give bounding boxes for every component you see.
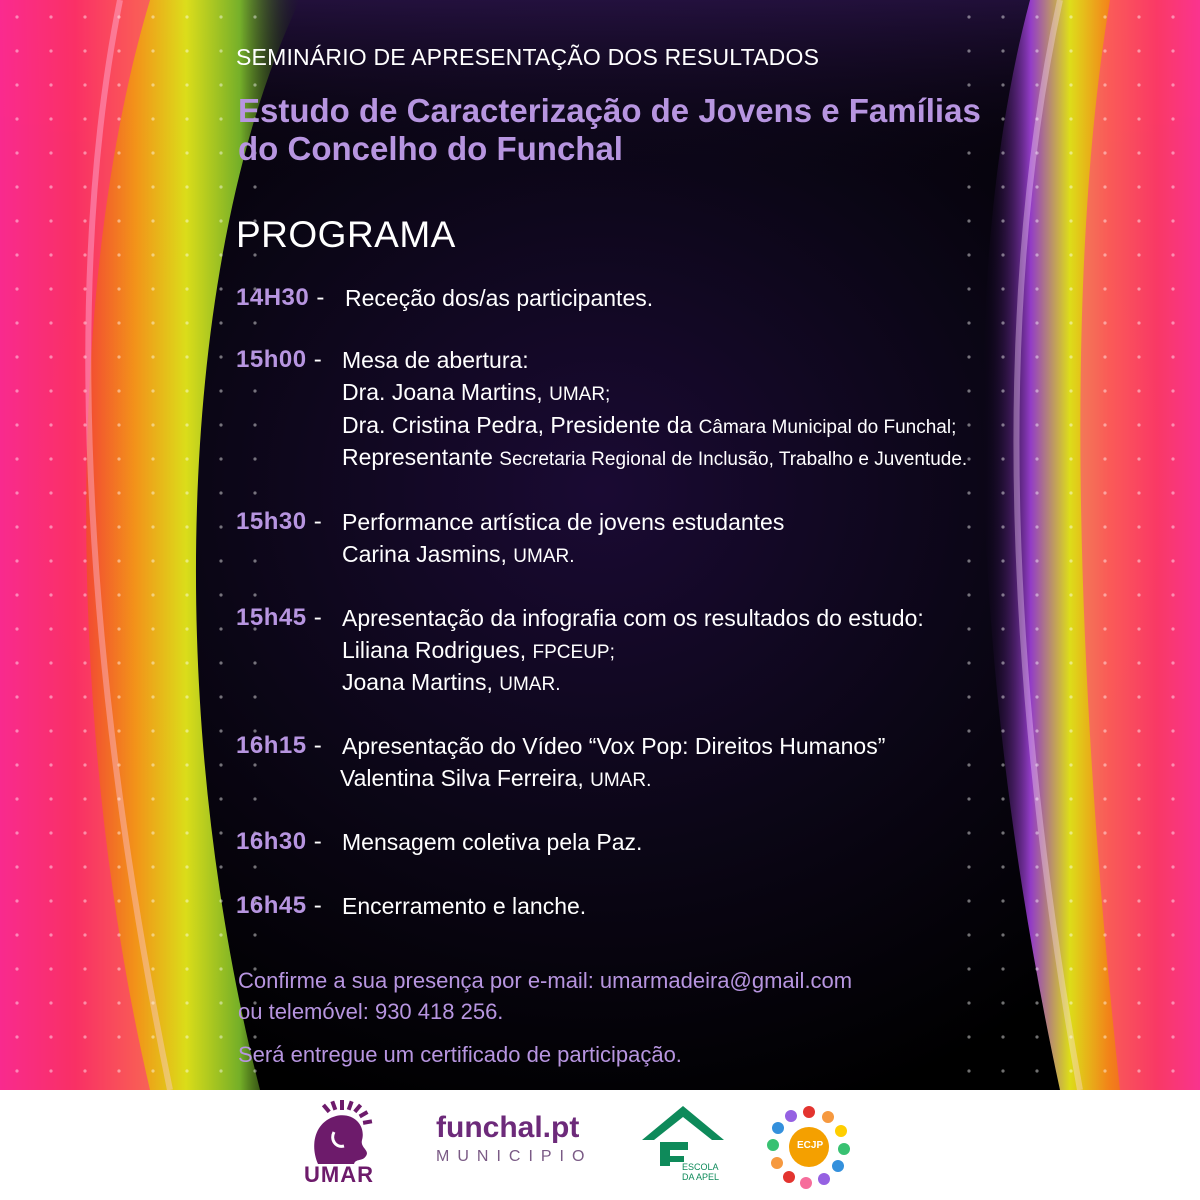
escola-apel-logo: [640, 1104, 726, 1190]
time-value: 16h45: [236, 892, 307, 919]
sponsors-footer: [0, 1090, 1200, 1200]
line-main: Receção dos/as participantes.: [345, 285, 654, 311]
line-affiliation: UMAR.: [513, 546, 575, 567]
title-line-1: Estudo de Caracterização de Jovens e Famílias: [238, 92, 981, 129]
municipio-label: MUNICIPIO: [436, 1148, 593, 1165]
program-line: [345, 285, 653, 312]
line-affiliation: Secretaria Regional de Inclusão, Trabalho e Juventude.: [499, 449, 968, 470]
program-line: [340, 765, 651, 792]
escola-label-1: ESCOLA: [682, 1162, 719, 1172]
time-separator: -: [313, 346, 323, 373]
line-main: Dra. Cristina Pedra, Presidente da: [342, 412, 699, 438]
time-value: 15h45: [236, 604, 307, 631]
program-line: [342, 605, 924, 632]
program-line: [342, 637, 615, 664]
time-separator: -: [313, 828, 323, 855]
program-line: [342, 379, 610, 406]
program-line: [342, 347, 529, 374]
line-affiliation: UMAR;: [549, 384, 611, 405]
time-separator: -: [313, 508, 323, 535]
line-main: Representante: [342, 444, 500, 470]
line-affiliation: FPCEUP;: [532, 642, 615, 663]
funchal-wordmark: funchal.pt: [436, 1111, 580, 1144]
time-separator: -: [316, 284, 325, 311]
seminar-kicker: SEMINÁRIO DE APRESENTAÇÃO DOS RESULTADOS: [236, 44, 820, 70]
program-line: [342, 829, 642, 856]
program-line: [342, 509, 784, 536]
line-main: Liliana Rodrigues,: [342, 637, 533, 663]
page-title: [238, 92, 981, 168]
line-main: Apresentação do Vídeo “Vox Pop: Direitos Humanos”: [342, 733, 886, 759]
program-line: [342, 733, 885, 760]
certificate-note: Será entregue um certificado de participação.: [238, 1042, 682, 1067]
program-line: [342, 893, 586, 920]
time-separator: -: [313, 604, 323, 631]
title-line-2: do Concelho do Funchal: [238, 130, 623, 167]
program-line: [342, 669, 560, 696]
contact-email-line: Confirme a sua presença por e-mail: umarmadeira@gmail.com: [238, 968, 853, 993]
line-affiliation: UMAR.: [590, 770, 652, 791]
program-time: [236, 508, 322, 536]
line-main: Dra. Joana Martins,: [342, 379, 550, 405]
time-separator: -: [313, 892, 323, 919]
program-time: [236, 284, 325, 312]
ecjp-label: ECJP: [797, 1140, 824, 1151]
time-value: 15h00: [236, 346, 307, 373]
line-main: Encerramento e lanche.: [342, 893, 587, 919]
funchal-logo: [436, 1112, 606, 1172]
line-main: Performance artística de jovens estudantes: [342, 509, 785, 535]
line-affiliation: UMAR.: [499, 674, 561, 695]
time-separator: -: [313, 732, 323, 759]
line-main: Mesa de abertura:: [342, 347, 529, 373]
umar-logo: [300, 1098, 390, 1190]
line-main: Joana Martins,: [342, 669, 500, 695]
line-main: Carina Jasmins,: [342, 541, 514, 567]
line-main: Apresentação da infografia com os resultados do estudo:: [342, 605, 924, 631]
time-value: 15h30: [236, 508, 307, 535]
ecjp-logo: [764, 1102, 854, 1192]
program-time: [236, 892, 322, 920]
line-main: Valentina Silva Ferreira,: [340, 765, 591, 791]
umar-wordmark: UMAR: [304, 1162, 374, 1187]
time-value: 16h30: [236, 828, 307, 855]
contact-phone-line: ou telemóvel: 930 418 256.: [238, 999, 504, 1024]
line-affiliation: Câmara Municipal do Funchal;: [698, 417, 957, 438]
line-main: Mensagem coletiva pela Paz.: [342, 829, 643, 855]
program-time: [236, 346, 322, 374]
time-value: 14H30: [236, 284, 310, 311]
program-time: [236, 732, 322, 760]
program-line: [342, 541, 575, 568]
program-time: [236, 604, 322, 632]
time-value: 16h15: [236, 732, 307, 759]
umar-emblem-icon: [300, 1098, 390, 1168]
escola-label-2: DA APEL: [682, 1172, 720, 1182]
apel-emblem-icon: [640, 1104, 726, 1166]
program-line: [342, 412, 956, 439]
program-time: [236, 828, 322, 856]
program-line: [342, 444, 967, 471]
programa-heading: PROGRAMA: [236, 214, 456, 255]
